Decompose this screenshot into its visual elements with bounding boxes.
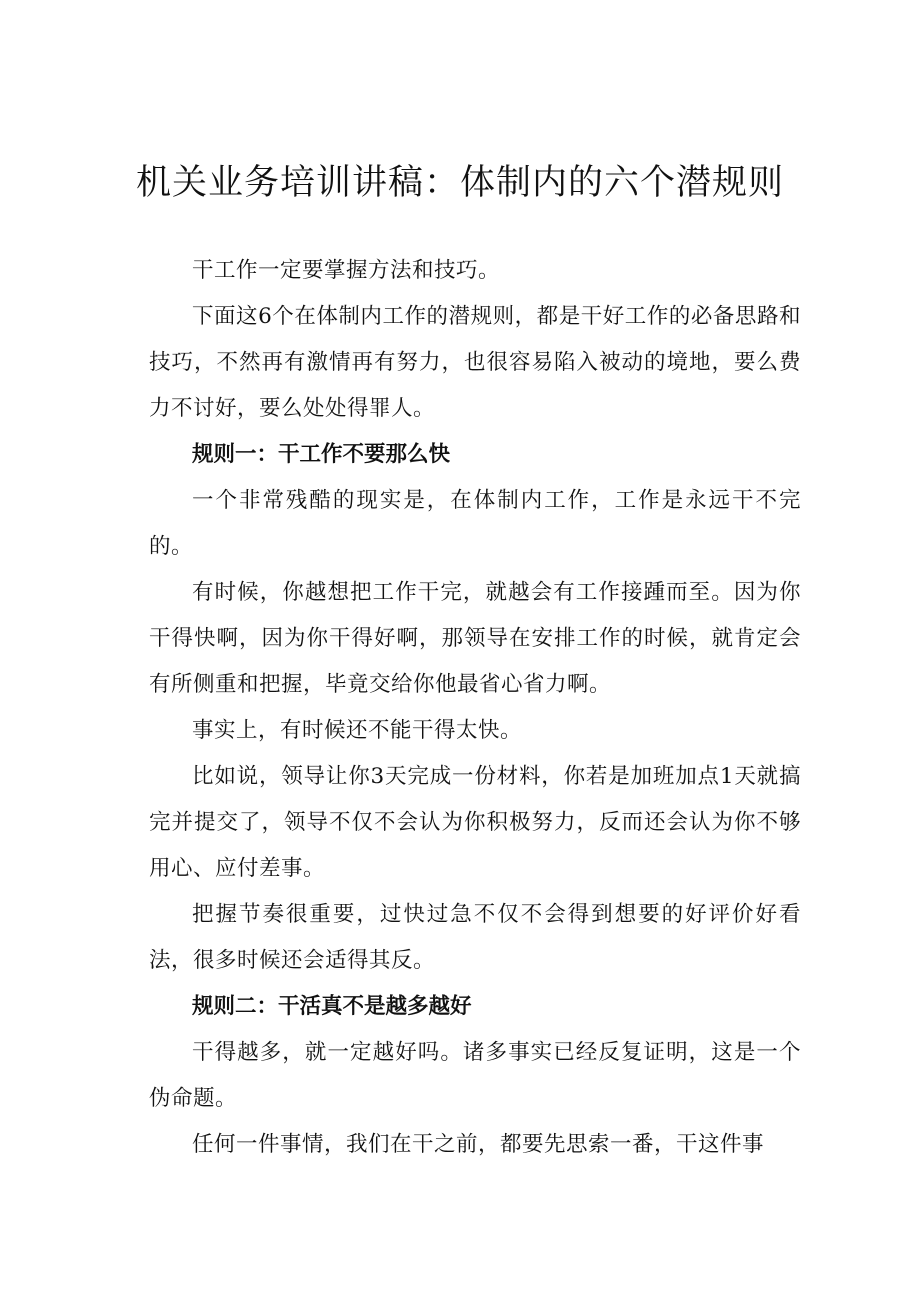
paragraph: 干工作一定要掌握方法和技巧。 (192, 258, 501, 283)
section-heading: 规则一：干工作不要那么快 (192, 442, 451, 467)
section-heading: 规则二：干活真不是越多越好 (192, 994, 472, 1019)
paragraph: 事实上，有时候还不能干得太快。 (192, 718, 523, 743)
document-title: 机关业务培训讲稿：体制内的六个潜规则 (135, 163, 784, 203)
paragraph: 把握节奏很重要，过快过急不仅不会得到想要的好评价好看法，很多时候还会适得其反。 (149, 902, 801, 973)
paragraph: 有时候，你越想把工作干完，就越会有工作接踵而至。因为你干得快啊，因为你干得好啊，那领导在安排工作的时候，就肯定会有所侧重和把握，毕竟交给你他最省心省力啊。 (149, 580, 801, 697)
paragraph: 比如说，领导让你3天完成一份材料，你若是加班加点1天就搞完并提交了，领导不仅不会认为你积极努力，反而还会认为你不够用心、应付差事。 (149, 764, 801, 881)
paragraph: 干得越多，就一定越好吗。诸多事实已经反复证明，这是一个伪命题。 (149, 1040, 801, 1111)
paragraph: 下面这6个在体制内工作的潜规则，都是干好工作的必备思路和技巧，不然再有激情再有努力，也很容易陷入被动的境地，要么费力不讨好，要么处处得罪人。 (149, 304, 801, 421)
document-body (149, 248, 801, 1168)
paragraph: 一个非常残酷的现实是，在体制内工作，工作是永远干不完的。 (149, 488, 801, 559)
paragraph: 任何一件事情，我们在干之前，都要先思索一番，干这件事 (192, 1132, 765, 1157)
